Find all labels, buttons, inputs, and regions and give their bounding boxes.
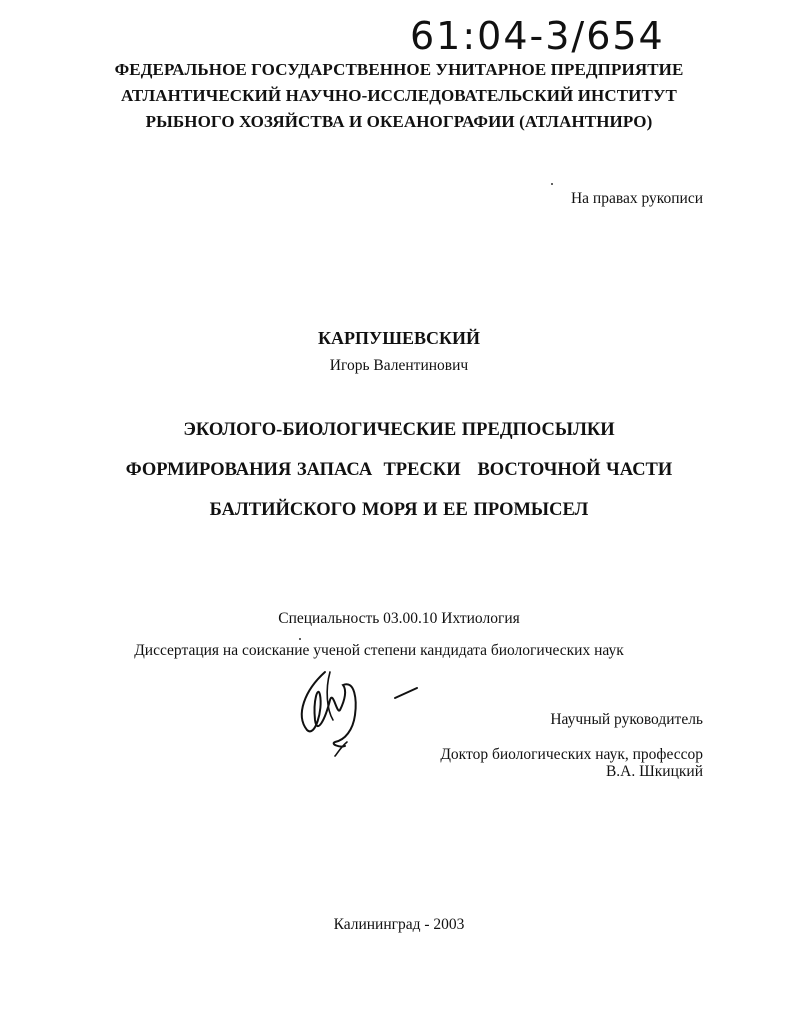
author-surname: КАРПУШЕВСКИЙ <box>317 328 481 348</box>
title-line-1: ЭКОЛОГО-БИОЛОГИЧЕСКИЕ ПРЕДПОСЫЛКИ <box>183 420 615 440</box>
signature-icon <box>285 660 425 760</box>
supervisor-credentials: Доктор биологических наук, профессор <box>440 746 703 763</box>
place-year: Калининград - 2003 <box>333 916 465 933</box>
organization-line-1: ФЕДЕРАЛЬНОЕ ГОСУДАРСТВЕННОЕ УНИТАРНОЕ ПРЕДПРИЯТИЕ <box>114 60 684 79</box>
supervisor-name: В.А. Шкицкий <box>605 763 703 780</box>
manuscript-rights: На правах рукописи <box>570 190 703 207</box>
author-given-names: Игорь Валентинович <box>329 357 469 374</box>
archive-number: 61:04-3/654 <box>410 14 665 58</box>
specialty: Специальность 03.00.10 Ихтиология <box>278 610 520 627</box>
degree: Диссертация на соискание ученой степени кандидата биологических наук <box>134 642 624 659</box>
organization-line-2: АТЛАНТИЧЕСКИЙ НАУЧНО-ИССЛЕДОВАТЕЛЬСКИЙ ИНСТИТУТ <box>121 86 677 105</box>
supervisor-label: Научный руководитель <box>550 711 703 728</box>
title-line-2: ФОРМИРОВАНИЯ ЗАПАСА ТРЕСКИ ВОСТОЧНОЙ ЧАСТИ <box>125 460 673 480</box>
title-line-3: БАЛТИЙСКОГО МОРЯ И ЕЕ ПРОМЫСЕЛ <box>209 500 589 520</box>
organization-line-3: РЫБНОГО ХОЗЯЙСТВА И ОКЕАНОГРАФИИ (АТЛАНТНИРО) <box>145 112 653 131</box>
